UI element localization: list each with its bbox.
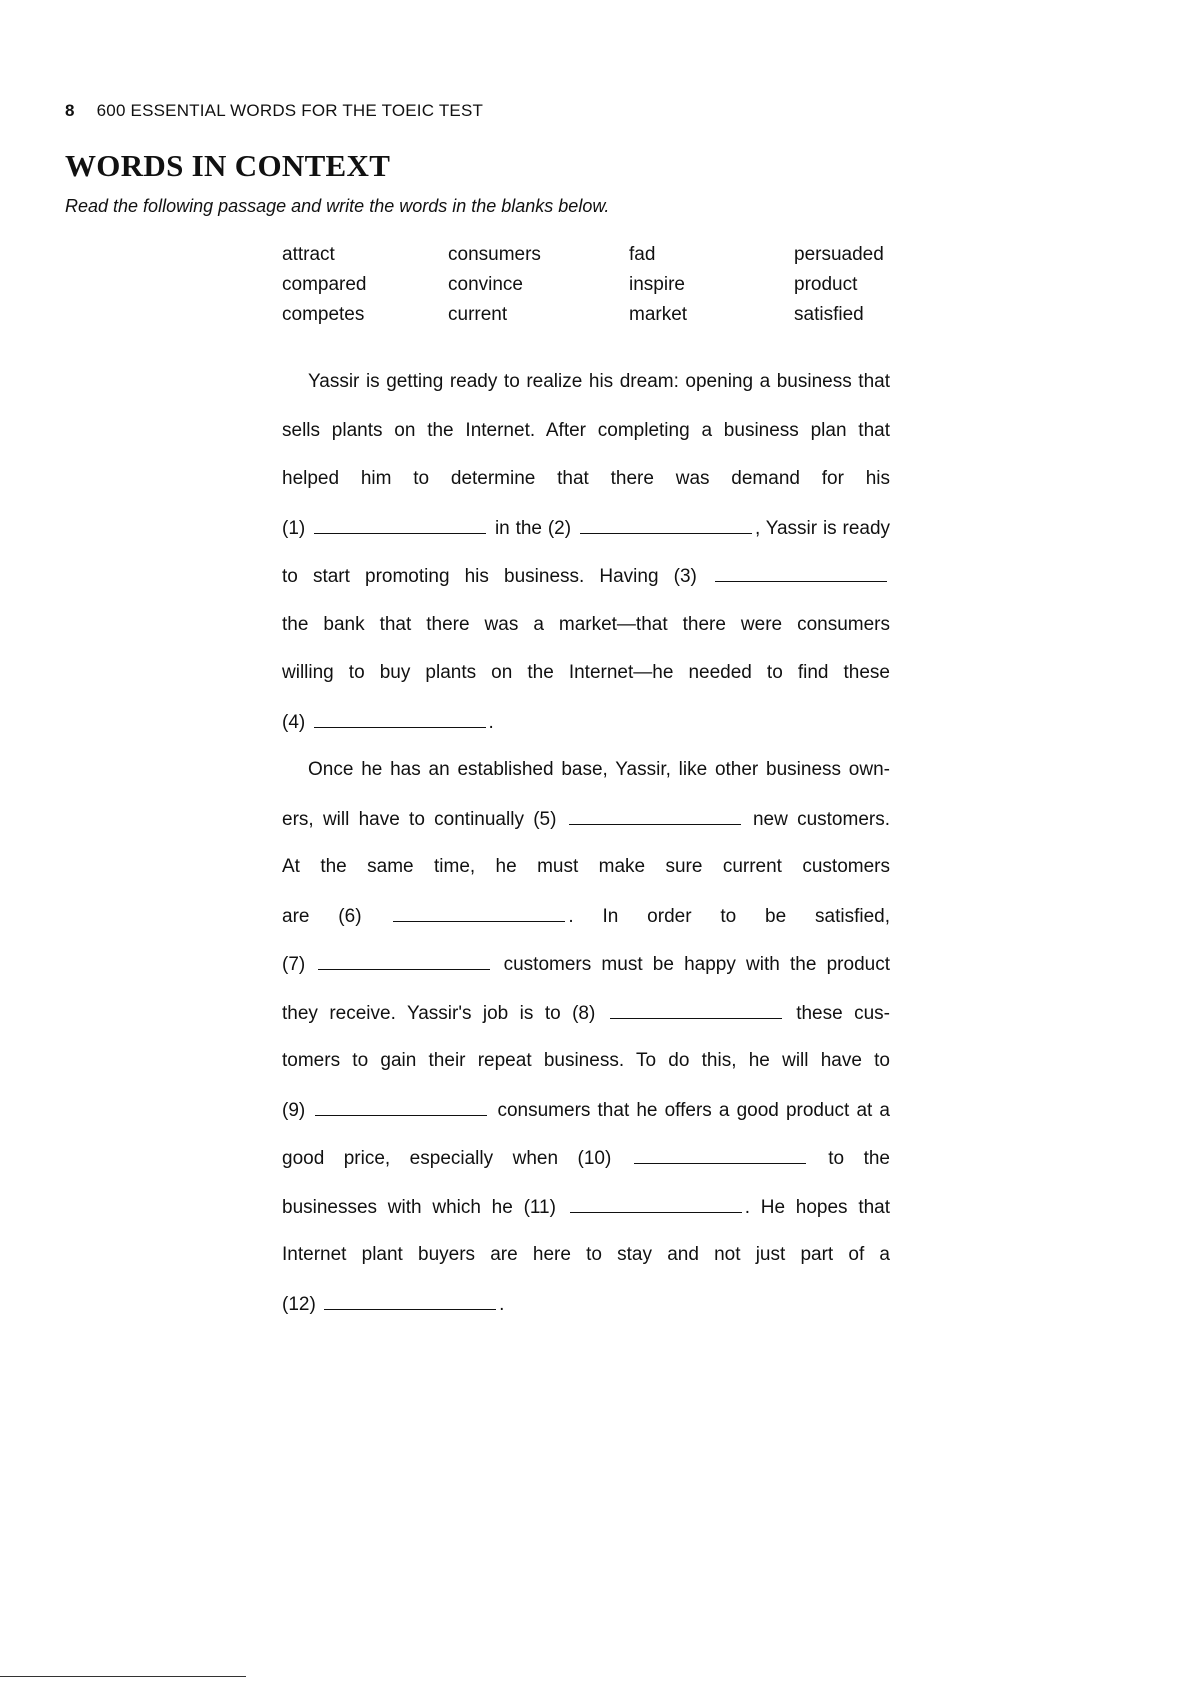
instructions: Read the following passage and write the words in the blanks below. xyxy=(65,196,610,216)
footer-rule xyxy=(0,1676,246,1677)
word-bank-item: market xyxy=(629,304,688,325)
passage-line: tomers to gain their repeat business. To do this, he will have to xyxy=(282,1050,890,1071)
passage-line: At the same time, he must make sure current customers xyxy=(282,856,890,877)
book-title: 600 ESSENTIAL WORDS FOR THE TOEIC TEST xyxy=(96,101,484,120)
answer-blank-4[interactable] xyxy=(314,710,486,728)
word-bank xyxy=(282,244,892,334)
blank-number: (1) xyxy=(282,517,306,539)
passage-line: (4) . xyxy=(282,711,494,733)
passage-line: helped him to determine that there was demand for his xyxy=(282,468,890,489)
word-bank-item: current xyxy=(448,304,508,325)
passage-line: businesses with which he (11) . He hopes that xyxy=(282,1196,891,1218)
answer-blank-1[interactable] xyxy=(314,516,486,534)
word-bank-item: compared xyxy=(282,274,367,295)
section-title: WORDS IN CONTEXT xyxy=(65,148,391,183)
word-bank-item: persuaded xyxy=(794,244,884,265)
passage-line: good price, especially when (10) to the xyxy=(282,1148,890,1169)
passage-line: Internet plant buyers are here to stay and not just part of a xyxy=(282,1244,890,1265)
passage-line: (9) consumers that he offers a good product at a xyxy=(282,1099,890,1121)
answer-blank-8[interactable] xyxy=(610,1001,782,1019)
word-bank-item: inspire xyxy=(629,274,685,295)
passage-line: (1) in the (2) , Yassir is ready xyxy=(282,517,891,539)
passage-line: the bank that there was a market—that there were consumers xyxy=(282,613,890,635)
blank-number: (9) xyxy=(282,1099,306,1121)
passage-line: Yassir is getting ready to realize his dream: opening a business that xyxy=(308,371,890,392)
blank-number: (7) xyxy=(282,954,306,975)
answer-blank-3[interactable] xyxy=(715,564,887,582)
answer-blank-12[interactable] xyxy=(324,1292,496,1310)
word-bank-item: satisfied xyxy=(794,304,864,325)
answer-blank-7[interactable] xyxy=(318,952,490,970)
blank-number: (12) xyxy=(282,1293,316,1315)
page-number: 8 xyxy=(65,101,75,120)
running-header xyxy=(65,101,483,121)
answer-blank-11[interactable] xyxy=(570,1195,742,1213)
passage-line: they receive. Yassir's job is to (8) these cus- xyxy=(282,1002,891,1024)
passage-line: Once he has an established base, Yassir, like other business own- xyxy=(308,759,890,780)
passage-line: (7) customers must be happy with the product xyxy=(282,954,890,975)
passage-line: sells plants on the Internet. After completing a business plan that xyxy=(282,419,890,441)
word-bank-item: consumers xyxy=(448,244,541,265)
passage-line: to start promoting his business. Having (3) xyxy=(282,564,890,613)
answer-blank-9[interactable] xyxy=(315,1098,487,1116)
passage-line: willing to buy plants on the Internet—he needed to find these xyxy=(282,662,890,683)
word-bank-item: product xyxy=(794,274,858,295)
passage-line: (12) . xyxy=(282,1293,505,1315)
word-bank-item: attract xyxy=(282,244,335,265)
answer-blank-5[interactable] xyxy=(569,807,741,825)
answer-blank-10[interactable] xyxy=(634,1146,806,1164)
blank-number: (4) xyxy=(282,711,306,733)
passage xyxy=(282,370,890,1340)
word-bank-item: fad xyxy=(629,244,656,265)
answer-blank-6[interactable] xyxy=(393,904,565,922)
word-bank-item: competes xyxy=(282,304,365,325)
word-bank-item: convince xyxy=(448,274,523,295)
passage-line: are (6) . In order to be satisfied, xyxy=(282,905,890,927)
answer-blank-2[interactable] xyxy=(580,516,752,534)
passage-line: ers, will have to continually (5) new customers. xyxy=(282,808,891,830)
